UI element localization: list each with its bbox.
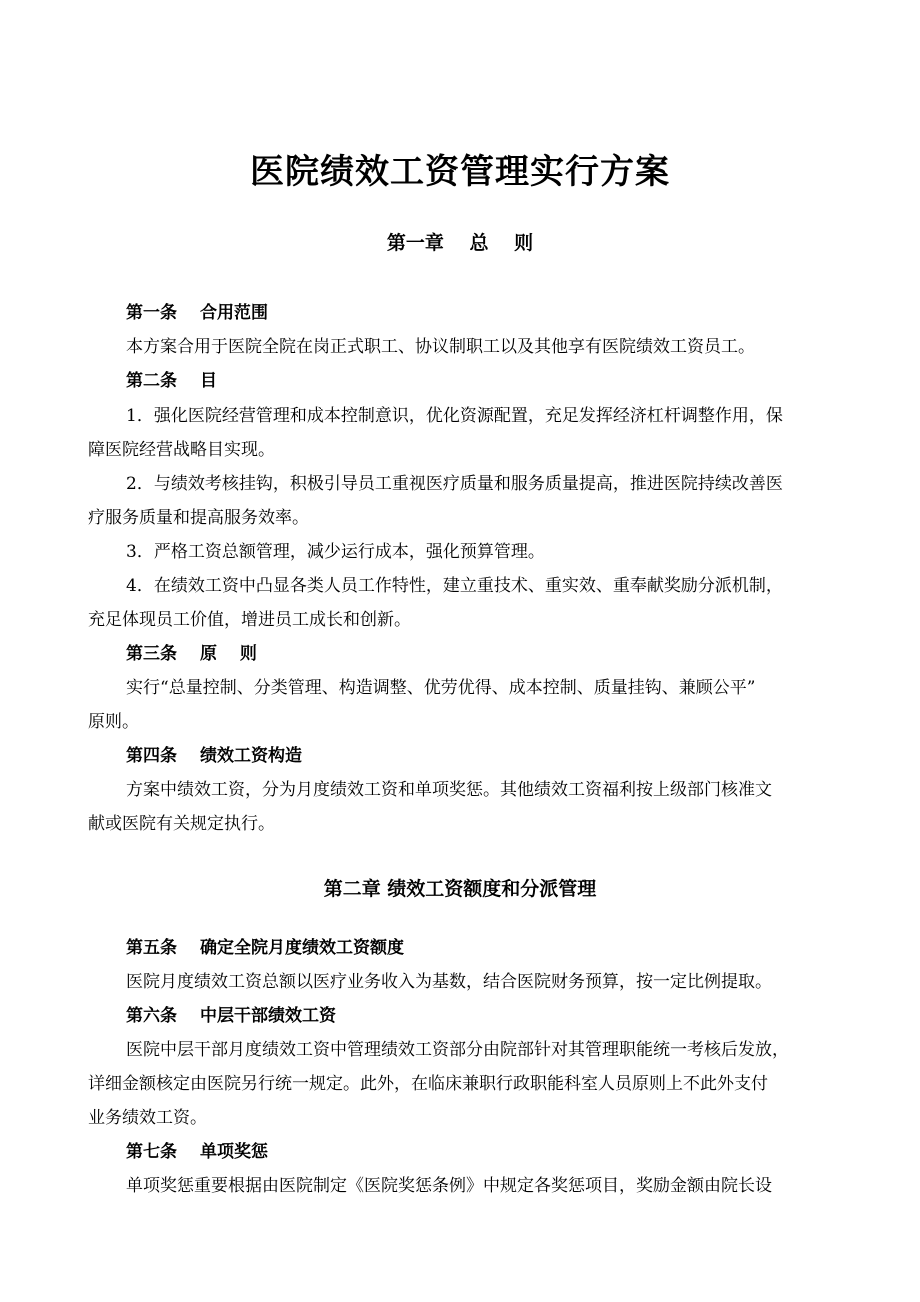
document-title: 医院绩效工资管理实行方案 bbox=[250, 152, 670, 192]
article-2-line-6: 4．在绩效工资中凸显各类人员工作特性，建立重技术、重实效、重奉献奖励分派机制， bbox=[126, 576, 783, 596]
article-5-heading bbox=[126, 935, 404, 961]
article-2-line-4: 疗服务质量和提高服务效率。 bbox=[88, 508, 309, 528]
article-6-title: 中层干部绩效工资 bbox=[200, 1006, 336, 1026]
article-7-title: 单项奖惩 bbox=[200, 1142, 268, 1162]
article-2-line-3: 2．与绩效考核挂钩，积极引导员工重视医疗质量和服务质量提高，推进医院持续改善医 bbox=[126, 474, 783, 494]
chapter-2-title: 第二章 绩效工资额度和分派管理 bbox=[323, 878, 597, 900]
article-2-line-5: 3．严格工资总额管理，减少运行成本，强化预算管理。 bbox=[126, 542, 545, 562]
article-1-title: 合用范围 bbox=[200, 303, 268, 323]
article-1-line-1: 本方案合用于医院全院在岗正式职工、协议制职工以及其他享有医院绩效工资员工。 bbox=[126, 337, 755, 357]
article-6-heading bbox=[126, 1003, 336, 1029]
article-6-line-3: 业务绩效工资。 bbox=[88, 1108, 207, 1128]
article-5-title: 确定全院月度绩效工资额度 bbox=[200, 938, 404, 958]
article-2-line-2: 障医院经营战略目实现。 bbox=[88, 440, 275, 460]
article-2-title: 目 bbox=[200, 371, 217, 391]
article-1-number: 第一条 bbox=[126, 303, 177, 323]
article-2-line-7: 充足体现员工价值，增进员工成长和创新。 bbox=[88, 610, 411, 630]
article-3-line-2: 原则。 bbox=[88, 712, 139, 732]
article-7-heading bbox=[126, 1139, 268, 1165]
article-3-number: 第三条 bbox=[126, 644, 177, 664]
article-3-line-1: 实行“总量控制、分类管理、构造调整、优劳优得、成本控制、质量挂钩、兼顾公平” bbox=[126, 678, 756, 698]
article-2-number: 第二条 bbox=[126, 371, 177, 391]
article-6-line-1: 医院中层干部月度绩效工资中管理绩效工资部分由院部针对其管理职能统一考核后发放， bbox=[126, 1040, 789, 1060]
article-7-line-1: 单项奖惩重要根据由医院制定《医院奖惩条例》中规定各奖惩项目，奖励金额由院长设 bbox=[126, 1176, 772, 1196]
article-7-number: 第七条 bbox=[126, 1142, 177, 1162]
chapter-1-title: 第一章 总 则 bbox=[386, 232, 534, 254]
article-4-line-1: 方案中绩效工资，分为月度绩效工资和单项奖惩。其他绩效工资福利按上级部门核准文 bbox=[126, 780, 772, 800]
article-4-line-2: 献或医院有关规定执行。 bbox=[88, 814, 275, 834]
article-3-title: 原 则 bbox=[200, 644, 257, 664]
article-2-heading bbox=[126, 368, 217, 394]
article-6-number: 第六条 bbox=[126, 1006, 177, 1026]
article-2-line-1: 1．强化医院经营管理和成本控制意识，优化资源配置，充足发挥经济杠杆调整作用，保 bbox=[126, 406, 783, 426]
article-4-title: 绩效工资构造 bbox=[200, 746, 302, 766]
article-3-heading bbox=[126, 641, 257, 667]
article-4-heading bbox=[126, 743, 302, 769]
article-5-number: 第五条 bbox=[126, 938, 177, 958]
article-6-line-2: 详细金额核定由医院另行统一规定。此外，在临床兼职行政职能科室人员原则上不此外支付 bbox=[88, 1074, 768, 1094]
article-4-number: 第四条 bbox=[126, 746, 177, 766]
article-5-line-1: 医院月度绩效工资总额以医疗业务收入为基数，结合医院财务预算，按一定比例提取。 bbox=[126, 972, 772, 992]
article-1-heading bbox=[126, 300, 268, 326]
